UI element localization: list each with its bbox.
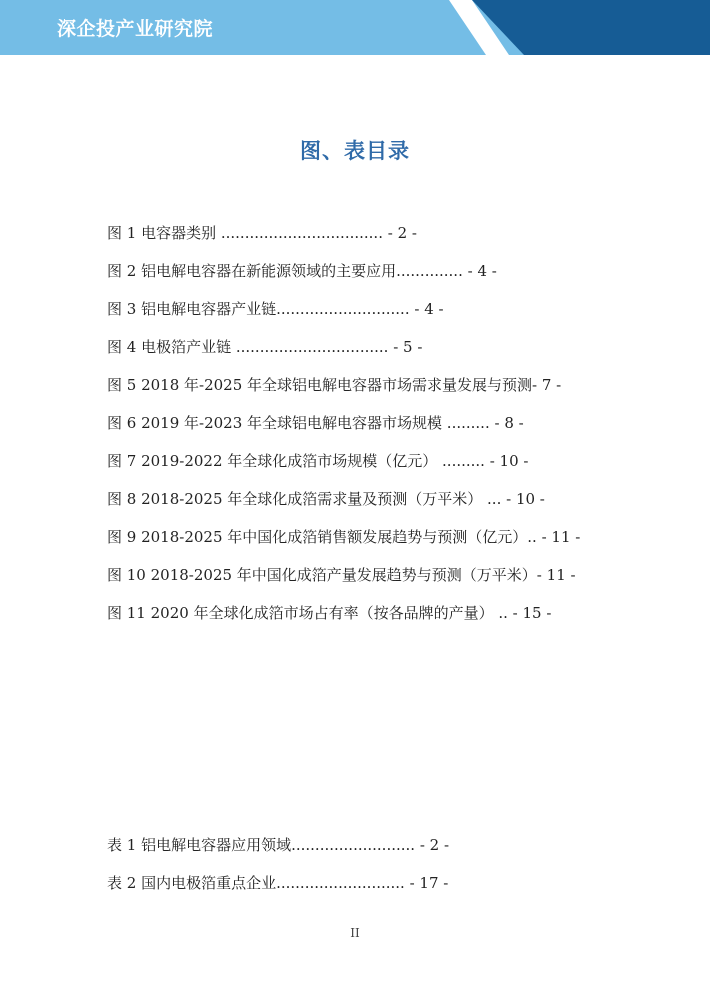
table-list: [107, 826, 602, 902]
toc-entry-figure-8[interactable]: 图 8 2018-2025 年全球化成箔需求量及预测（万平米） ... - 10 -: [107, 490, 545, 508]
toc-entry-figure-2[interactable]: 图 2 铝电解电容器在新能源领域的主要应用.............. - 4 -: [107, 262, 497, 280]
toc-entry-figure-5[interactable]: 图 5 2018 年-2025 年全球铝电解电容器市场需求量发展与预测- 7 -: [107, 376, 562, 394]
toc-entry-table-1[interactable]: 表 1 铝电解电容器应用领域.......................... - 2 -: [107, 836, 450, 854]
toc-entry-figure-9[interactable]: 图 9 2018-2025 年中国化成箔销售额发展趋势与预测（亿元）.. - 11 -: [107, 528, 581, 546]
figure-list: [107, 214, 602, 632]
toc-entry-figure-1[interactable]: 图 1 电容器类别 .................................. - 2 -: [107, 224, 417, 242]
header-title: 深企投产业研究院: [57, 18, 214, 40]
toc-entry-figure-10[interactable]: 图 10 2018-2025 年中国化成箔产量发展趋势与预测（万平米）- 11 -: [107, 566, 576, 584]
toc-entry-figure-4[interactable]: 图 4 电极箔产业链 ................................ - 5 -: [107, 338, 423, 356]
toc-entry-figure-6[interactable]: 图 6 2019 年-2023 年全球铝电解电容器市场规模 ......... - 8 -: [107, 414, 524, 432]
page-title: 图、表目录: [300, 139, 410, 163]
toc-entry-table-2[interactable]: 表 2 国内电极箔重点企业........................... - 17 -: [107, 874, 449, 892]
toc-entry-figure-7[interactable]: 图 7 2019-2022 年全球化成箔市场规模（亿元） ......... - 10 -: [107, 452, 529, 470]
toc-entry-figure-11[interactable]: 图 11 2020 年全球化成箔市场占有率（按各品牌的产量） .. - 15 -: [107, 604, 552, 622]
toc-entry-figure-3[interactable]: 图 3 铝电解电容器产业链............................ - 4 -: [107, 300, 444, 318]
page-number: II: [350, 926, 360, 940]
